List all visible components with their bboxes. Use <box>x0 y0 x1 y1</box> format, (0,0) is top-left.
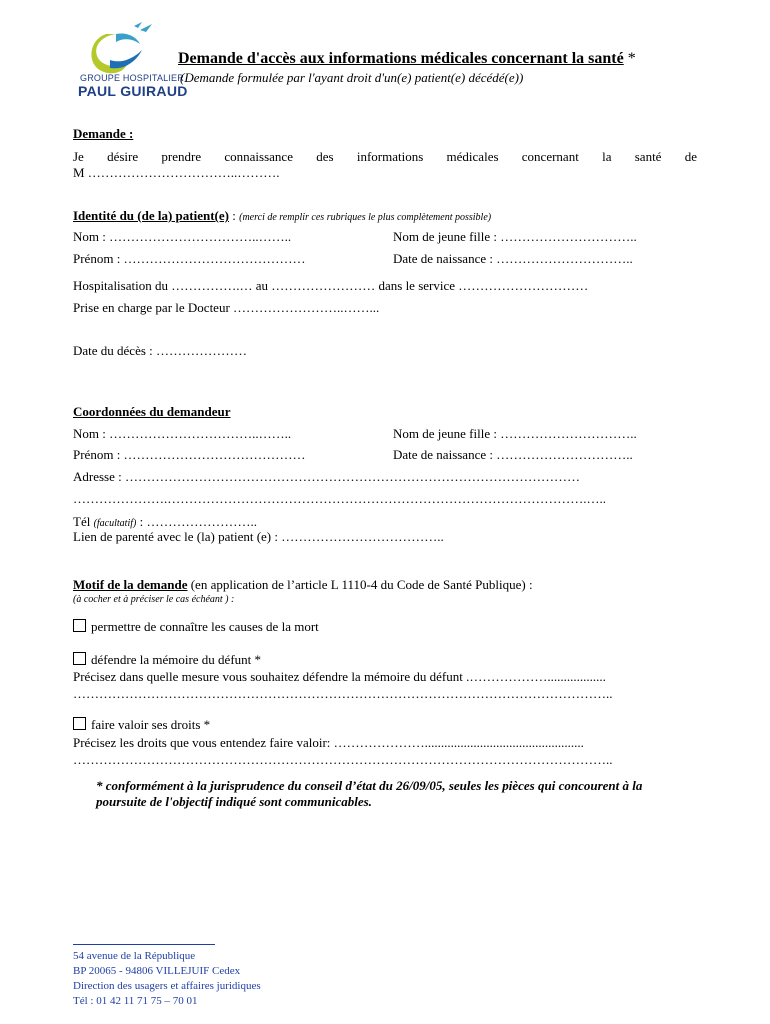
footnote-line2: poursuite de l'objectif indiqué sont communicables. <box>96 794 372 809</box>
footer-tel: Tél : 01 42 11 71 75 – 70 01 <box>73 995 198 1007</box>
identite-note: (merci de remplir ces rubriques le plus complètement possible) <box>239 212 492 223</box>
logo-line2: PAUL GUIRAUD <box>78 83 188 99</box>
coordonnees-heading: Coordonnées du demandeur <box>73 404 231 419</box>
checkbox-icon[interactable] <box>73 652 86 665</box>
footer-address: 54 avenue de la République <box>73 950 196 962</box>
motif-heading-rest: (en application de l’article L 1110-4 du Code de Santé Publique) : <box>187 577 533 592</box>
patient-date-naissance-field[interactable]: Date de naissance : ………………………….. <box>393 251 633 266</box>
checkbox-icon[interactable] <box>73 619 86 632</box>
identite-heading-row <box>73 208 491 224</box>
motif-heading-row <box>73 577 533 593</box>
option-causes-mort-label: permettre de connaître les causes de la mort <box>91 619 319 634</box>
prise-en-charge-field[interactable]: Prise en charge par le Docteur ……………………..……... <box>73 300 380 315</box>
lien-parente-field[interactable]: Lien de parenté avec le (la) patient (e) : ……………………………….. <box>73 529 444 544</box>
memoire-defunt-dots-line[interactable]: …………………………………………………………………………………………………………….. <box>73 686 613 701</box>
page-title <box>178 50 636 68</box>
option-faire-valoir-droits[interactable] <box>73 717 210 733</box>
tel-dots: : …………………….. <box>136 514 257 529</box>
demande-line1: Je désire prendre connaissance des informations médicales concernant la santé de <box>73 149 697 164</box>
hospitalisation-field[interactable]: Hospitalisation du …………….… au …………………… dans le service ………………………… <box>73 278 589 293</box>
date-deces-field[interactable]: Date du décès : ………………… <box>73 343 248 358</box>
page-subtitle: (Demande formulée par l'ayant droit d'un(e) patient(e) décédé(e)) <box>180 70 524 85</box>
demande-heading: Demande : <box>73 126 134 141</box>
option-memoire-defunt-label: défendre la mémoire du défunt * <box>91 652 262 667</box>
footer-bp: BP 20065 - 94806 VILLEJUIF Cedex <box>73 965 241 977</box>
tel-label: Tél <box>73 514 94 529</box>
option-causes-mort[interactable] <box>73 619 319 635</box>
footer-divider <box>73 944 215 945</box>
identite-colon: : <box>229 208 240 223</box>
demandeur-date-naissance-field[interactable]: Date de naissance : ………………………….. <box>393 447 633 462</box>
footnote-line1: * conformément à la jurisprudence du conseil d’état du 26/09/05, seules les pièces qui concourent à la <box>96 778 643 793</box>
adresse-field-line2[interactable]: ………………….…………………………………………………………………………………….….. <box>73 491 606 506</box>
motif-note: (à cocher et à préciser le cas échéant ) : <box>73 594 235 605</box>
logo-line1: GROUPE HOSPITALIER <box>80 73 184 83</box>
page-title-text: Demande d'accès aux informations médicales concernant la santé <box>178 50 624 67</box>
demande-line2[interactable]: M ……………………………..………. <box>73 165 280 180</box>
patient-prenom-field[interactable]: Prénom : …………………………………… <box>73 251 306 266</box>
tel-field[interactable] <box>73 514 257 530</box>
tel-note: (facultatif) <box>93 518 137 529</box>
title-asterisk: * <box>623 50 636 67</box>
identite-heading: Identité du (de la) patient(e) <box>73 208 229 223</box>
adresse-field[interactable]: Adresse : …………………………………………………………………………………………… <box>73 469 580 484</box>
motif-heading: Motif de la demande <box>73 577 188 592</box>
demandeur-nom-jeune-fille-field[interactable]: Nom de jeune fille : ………………………….. <box>393 426 637 441</box>
footer-direction: Direction des usagers et affaires juridiques <box>73 980 261 992</box>
memoire-defunt-detail-field[interactable]: Précisez dans quelle mesure vous souhaitez défendre la mémoire du défunt .……………….................. <box>73 669 606 684</box>
patient-nom-jeune-fille-field[interactable]: Nom de jeune fille : ………………………….. <box>393 229 637 244</box>
checkbox-icon[interactable] <box>73 717 86 730</box>
demandeur-nom-field[interactable]: Nom : ……………………………..…….. <box>73 426 292 441</box>
demandeur-prenom-field[interactable]: Prénom : …………………………………… <box>73 447 306 462</box>
droits-dots-line[interactable]: …………………………………………………………………………………………………………….. <box>73 752 613 767</box>
option-faire-valoir-droits-label: faire valoir ses droits * <box>91 717 211 732</box>
patient-nom-field[interactable]: Nom : ……………………………..…….. <box>73 229 292 244</box>
droits-detail-field[interactable]: Précisez les droits que vous entendez faire valoir: …………………................................................. <box>73 735 584 750</box>
option-memoire-defunt[interactable] <box>73 652 261 668</box>
